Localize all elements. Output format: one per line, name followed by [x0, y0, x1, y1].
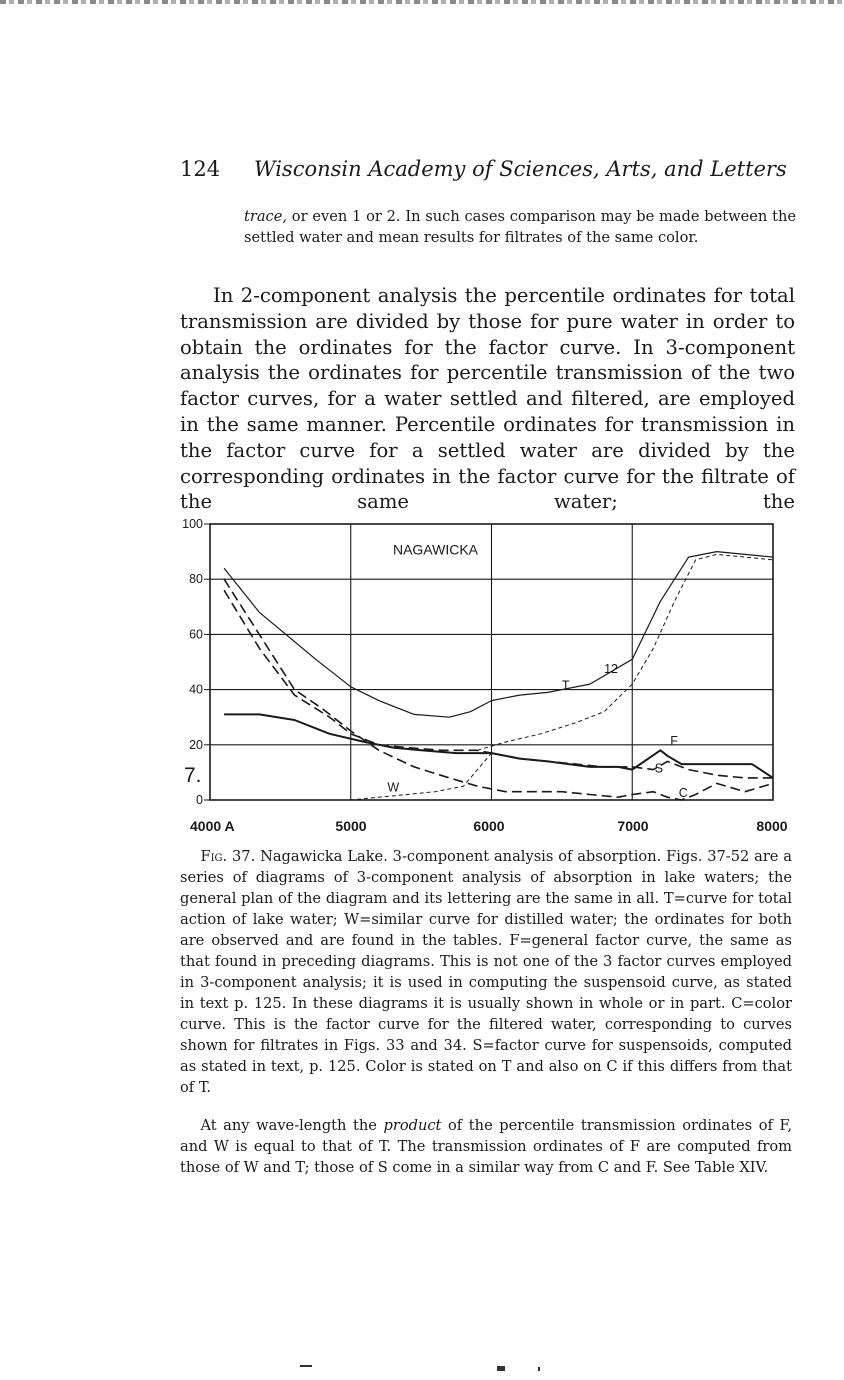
scan-mark — [538, 1367, 540, 1371]
closing-text-2: of the percentile transmission ordinates of F, and W is equal to that of T. The transmission ordinates of F are computed from those of W and T; those of S come in a similar way from C and F. See Table XIV. — [180, 1117, 792, 1176]
x-tick-label: 6000 — [473, 818, 505, 834]
body-paragraph — [180, 283, 795, 515]
curve-label: S — [654, 761, 664, 776]
top-note-text: or even 1 or 2. In such cases comparison may be made between the settled water and mean results for filtrates of the same color. — [244, 208, 796, 246]
y-tick-label: 80 — [189, 572, 203, 587]
x-tick-label: 4000 A — [190, 818, 235, 834]
chart-grid — [204, 524, 773, 800]
curve-label: W — [387, 780, 400, 795]
running-title: Wisconsin Academy of Sciences, Arts, and Letters — [254, 157, 787, 181]
y-tick-label: 0 — [196, 793, 203, 807]
top-note — [244, 206, 796, 248]
page-number: 124 — [180, 157, 221, 181]
body-paragraph-text: In 2-component analysis the percentile ordinates for total transmission are divided by those for pure water in order to obtain the ordinates for the factor curve. In 3-component analysis the ordinates for percentile transmission of the two factor curves, for a water settled and filtered, are employed in the same manner. Percentile ordinates for transmission in the factor curve for a settled water are divided by the corresponding ordinates in the factor curve for the filtrate of the same water; the — [180, 284, 795, 514]
x-tick-label: 5000 — [335, 818, 367, 834]
x-tick-label: 7000 — [617, 818, 649, 834]
scan-mark — [497, 1366, 505, 1371]
y-tick-label: 60 — [189, 627, 203, 642]
chart-labels — [182, 517, 788, 834]
series-line-t-dashed- — [477, 554, 773, 750]
closing-text-1: At any wave-length the — [200, 1117, 384, 1134]
scan-edge-rule — [0, 0, 844, 4]
curve-label: C — [678, 786, 688, 801]
y-tick-label: 100 — [182, 517, 203, 531]
figure-caption-text: Nagawicka Lake. 3-component analysis of absorption. Figs. 37-52 are a series of diagrams of 3-component analysis of absorption in lake waters; the general plan of the diagram and its lettering are the same in all. T=curve for total action of lake water; W=similar curve for distilled water; the ordinates for both are observed and are found in the tables. F=general factor curve, the same as that found in preceding diagrams. This is not one of the 3 factor curves employed in 3-component analysis; it is used in computing the suspensoid curve, as stated in text p. 125. In these diagrams it is usually shown in whole or in part. C=color curve. This is the factor curve for the filtered water, corresponding to curves shown for filtrates in Figs. 33 and 34. S=factor curve for suspensoids, computed as stated in text, p. 125. Color is stated on T and also on C if this differs from that of T. — [180, 848, 792, 1096]
absorption-chart — [180, 510, 800, 840]
x-tick-label: 8000 — [756, 818, 788, 834]
curve-label: F — [670, 733, 678, 748]
top-note-italic: trace, — [244, 208, 287, 225]
running-header — [180, 157, 787, 181]
figure-label: Fig. 37. — [200, 848, 256, 865]
y-tick-label: 20 — [189, 737, 203, 752]
figure-caption — [180, 846, 792, 1098]
closing-paragraph — [180, 1115, 792, 1178]
chart-title: NAGAWICKA — [392, 541, 479, 558]
series-line-f — [224, 714, 773, 778]
scan-mark — [300, 1365, 312, 1367]
curve-label: 12 — [604, 662, 619, 677]
series-line-s — [224, 590, 773, 778]
closing-italic: product — [383, 1117, 442, 1134]
curve-label: T — [561, 678, 570, 693]
color-marker-label: 7. — [184, 764, 202, 788]
y-tick-label: 40 — [189, 682, 203, 697]
